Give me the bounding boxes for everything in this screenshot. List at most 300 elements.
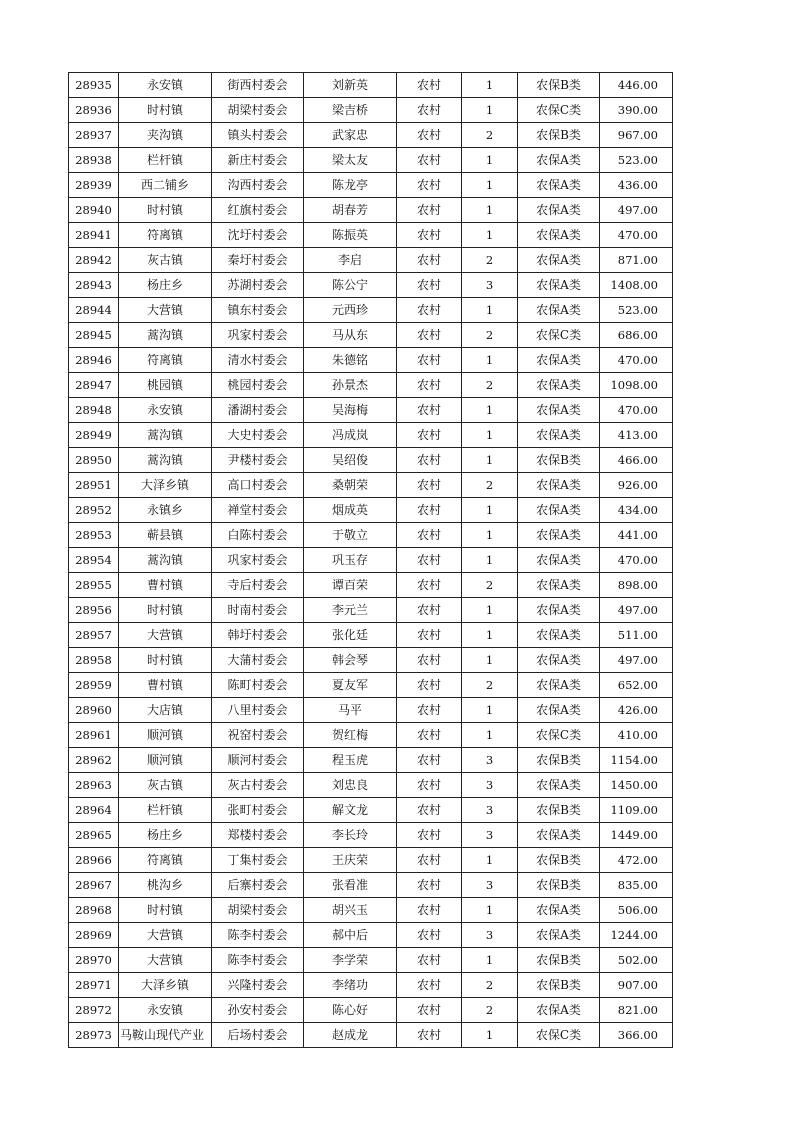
table-row: [69, 823, 673, 848]
table-row: [69, 273, 673, 298]
town-cell: 蒿沟镇: [119, 548, 212, 573]
person-name-cell: 武家忠: [304, 123, 397, 148]
insurance-category-cell: 农保A类: [518, 698, 600, 723]
area-type-cell: 农村: [397, 598, 462, 623]
household-count-cell: 3: [462, 773, 518, 798]
insurance-category-cell: 农保A类: [518, 373, 600, 398]
table-row: [69, 648, 673, 673]
record-id-cell: 28950: [69, 448, 119, 473]
village-committee-cell: 大蒲村委会: [212, 648, 304, 673]
record-id-cell: 28967: [69, 873, 119, 898]
amount-cell: 1154.00: [600, 748, 673, 773]
household-count-cell: 1: [462, 173, 518, 198]
town-cell: 大营镇: [119, 623, 212, 648]
village-committee-cell: 孙安村委会: [212, 998, 304, 1023]
town-cell: 永安镇: [119, 73, 212, 98]
insurance-category-cell: 农保C类: [518, 98, 600, 123]
record-id-cell: 28938: [69, 148, 119, 173]
household-count-cell: 1: [462, 73, 518, 98]
town-cell: 符离镇: [119, 848, 212, 873]
records-table-body: [69, 73, 673, 1048]
town-cell: 大泽乡镇: [119, 973, 212, 998]
area-type-cell: 农村: [397, 323, 462, 348]
area-type-cell: 农村: [397, 248, 462, 273]
area-type-cell: 农村: [397, 898, 462, 923]
area-type-cell: 农村: [397, 373, 462, 398]
record-id-cell: 28953: [69, 523, 119, 548]
insurance-category-cell: 农保A类: [518, 248, 600, 273]
town-cell: 大营镇: [119, 298, 212, 323]
record-id-cell: 28943: [69, 273, 119, 298]
insurance-category-cell: 农保A类: [518, 573, 600, 598]
table-row: [69, 98, 673, 123]
table-row: [69, 623, 673, 648]
person-name-cell: 王庆荣: [304, 848, 397, 873]
household-count-cell: 2: [462, 473, 518, 498]
town-cell: 曹村镇: [119, 573, 212, 598]
insurance-category-cell: 农保A类: [518, 998, 600, 1023]
town-cell: 时村镇: [119, 648, 212, 673]
area-type-cell: 农村: [397, 648, 462, 673]
area-type-cell: 农村: [397, 173, 462, 198]
amount-cell: 1244.00: [600, 923, 673, 948]
insurance-category-cell: 农保B类: [518, 948, 600, 973]
person-name-cell: 陈公宁: [304, 273, 397, 298]
village-committee-cell: 沈圩村委会: [212, 223, 304, 248]
village-committee-cell: 新庄村委会: [212, 148, 304, 173]
area-type-cell: 农村: [397, 698, 462, 723]
amount-cell: 898.00: [600, 573, 673, 598]
household-count-cell: 3: [462, 273, 518, 298]
village-committee-cell: 巩家村委会: [212, 323, 304, 348]
town-cell: 蒿沟镇: [119, 448, 212, 473]
household-count-cell: 1: [462, 1023, 518, 1048]
record-id-cell: 28947: [69, 373, 119, 398]
table-row: [69, 873, 673, 898]
record-id-cell: 28973: [69, 1023, 119, 1048]
town-cell: 时村镇: [119, 598, 212, 623]
amount-cell: 390.00: [600, 98, 673, 123]
insurance-category-cell: 农保B类: [518, 73, 600, 98]
village-committee-cell: 白陈村委会: [212, 523, 304, 548]
person-name-cell: 冯成岚: [304, 423, 397, 448]
amount-cell: 926.00: [600, 473, 673, 498]
household-count-cell: 1: [462, 948, 518, 973]
table-row: [69, 298, 673, 323]
table-row: [69, 923, 673, 948]
area-type-cell: 农村: [397, 148, 462, 173]
town-cell: 桃园镇: [119, 373, 212, 398]
town-cell: 顺河镇: [119, 748, 212, 773]
person-name-cell: 烟成英: [304, 498, 397, 523]
village-committee-cell: 八里村委会: [212, 698, 304, 723]
amount-cell: 470.00: [600, 348, 673, 373]
area-type-cell: 农村: [397, 448, 462, 473]
amount-cell: 426.00: [600, 698, 673, 723]
table-row: [69, 523, 673, 548]
household-count-cell: 1: [462, 698, 518, 723]
person-name-cell: 张看准: [304, 873, 397, 898]
amount-cell: 472.00: [600, 848, 673, 873]
table-row: [69, 473, 673, 498]
record-id-cell: 28971: [69, 973, 119, 998]
table-row: [69, 998, 673, 1023]
table-row: [69, 798, 673, 823]
table-row: [69, 673, 673, 698]
amount-cell: 686.00: [600, 323, 673, 348]
amount-cell: 366.00: [600, 1023, 673, 1048]
household-count-cell: 1: [462, 848, 518, 873]
area-type-cell: 农村: [397, 948, 462, 973]
area-type-cell: 农村: [397, 123, 462, 148]
table-row: [69, 598, 673, 623]
record-id-cell: 28945: [69, 323, 119, 348]
insurance-category-cell: 农保A类: [518, 473, 600, 498]
village-committee-cell: 韩圩村委会: [212, 623, 304, 648]
insurance-category-cell: 农保A类: [518, 773, 600, 798]
insurance-category-cell: 农保A类: [518, 173, 600, 198]
person-name-cell: 于敬立: [304, 523, 397, 548]
household-count-cell: 2: [462, 573, 518, 598]
person-name-cell: 刘忠良: [304, 773, 397, 798]
area-type-cell: 农村: [397, 798, 462, 823]
amount-cell: 470.00: [600, 398, 673, 423]
household-count-cell: 1: [462, 423, 518, 448]
insurance-category-cell: 农保B类: [518, 848, 600, 873]
household-count-cell: 3: [462, 923, 518, 948]
table-row: [69, 498, 673, 523]
area-type-cell: 农村: [397, 673, 462, 698]
area-type-cell: 农村: [397, 398, 462, 423]
table-row: [69, 323, 673, 348]
insurance-category-cell: 农保A类: [518, 148, 600, 173]
person-name-cell: 贺红梅: [304, 723, 397, 748]
area-type-cell: 农村: [397, 348, 462, 373]
table-row: [69, 848, 673, 873]
household-count-cell: 1: [462, 98, 518, 123]
village-committee-cell: 镇东村委会: [212, 298, 304, 323]
table-row: [69, 373, 673, 398]
town-cell: 顺河镇: [119, 723, 212, 748]
record-id-cell: 28961: [69, 723, 119, 748]
town-cell: 大营镇: [119, 948, 212, 973]
table-row: [69, 973, 673, 998]
village-committee-cell: 禅堂村委会: [212, 498, 304, 523]
village-committee-cell: 灰古村委会: [212, 773, 304, 798]
amount-cell: 523.00: [600, 148, 673, 173]
insurance-category-cell: 农保C类: [518, 323, 600, 348]
village-committee-cell: 大史村委会: [212, 423, 304, 448]
household-count-cell: 1: [462, 648, 518, 673]
area-type-cell: 农村: [397, 273, 462, 298]
insurance-category-cell: 农保A类: [518, 273, 600, 298]
insurance-category-cell: 农保A类: [518, 673, 600, 698]
town-cell: 曹村镇: [119, 673, 212, 698]
village-committee-cell: 秦圩村委会: [212, 248, 304, 273]
area-type-cell: 农村: [397, 723, 462, 748]
town-cell: 永镇乡: [119, 498, 212, 523]
insurance-category-cell: 农保A类: [518, 498, 600, 523]
person-name-cell: 李绪功: [304, 973, 397, 998]
insurance-category-cell: 农保A类: [518, 398, 600, 423]
village-committee-cell: 尹楼村委会: [212, 448, 304, 473]
person-name-cell: 马从东: [304, 323, 397, 348]
person-name-cell: 刘新英: [304, 73, 397, 98]
area-type-cell: 农村: [397, 548, 462, 573]
town-cell: 永安镇: [119, 398, 212, 423]
table-row: [69, 423, 673, 448]
table-row: [69, 1023, 673, 1048]
person-name-cell: 梁太友: [304, 148, 397, 173]
table-row: [69, 698, 673, 723]
area-type-cell: 农村: [397, 998, 462, 1023]
household-count-cell: 2: [462, 673, 518, 698]
record-id-cell: 28936: [69, 98, 119, 123]
record-id-cell: 28959: [69, 673, 119, 698]
household-count-cell: 1: [462, 723, 518, 748]
village-committee-cell: 祝窑村委会: [212, 723, 304, 748]
insurance-category-cell: 农保A类: [518, 348, 600, 373]
village-committee-cell: 后场村委会: [212, 1023, 304, 1048]
household-count-cell: 1: [462, 298, 518, 323]
amount-cell: 497.00: [600, 198, 673, 223]
town-cell: 灰古镇: [119, 773, 212, 798]
record-id-cell: 28946: [69, 348, 119, 373]
table-row: [69, 348, 673, 373]
person-name-cell: 程玉虎: [304, 748, 397, 773]
household-count-cell: 3: [462, 748, 518, 773]
amount-cell: 497.00: [600, 598, 673, 623]
town-cell: 大泽乡镇: [119, 473, 212, 498]
insurance-category-cell: 农保A类: [518, 648, 600, 673]
record-id-cell: 28957: [69, 623, 119, 648]
amount-cell: 434.00: [600, 498, 673, 523]
household-count-cell: 3: [462, 798, 518, 823]
area-type-cell: 农村: [397, 848, 462, 873]
area-type-cell: 农村: [397, 498, 462, 523]
town-cell: 时村镇: [119, 198, 212, 223]
insurance-category-cell: 农保B类: [518, 448, 600, 473]
insurance-category-cell: 农保A类: [518, 923, 600, 948]
town-cell: 杨庄乡: [119, 823, 212, 848]
person-name-cell: 张化廷: [304, 623, 397, 648]
household-count-cell: 2: [462, 323, 518, 348]
area-type-cell: 农村: [397, 298, 462, 323]
person-name-cell: 陈龙亭: [304, 173, 397, 198]
person-name-cell: 胡兴玉: [304, 898, 397, 923]
insurance-category-cell: 农保A类: [518, 298, 600, 323]
record-id-cell: 28969: [69, 923, 119, 948]
person-name-cell: 韩会琴: [304, 648, 397, 673]
town-cell: 永安镇: [119, 998, 212, 1023]
household-count-cell: 2: [462, 123, 518, 148]
person-name-cell: 李元兰: [304, 598, 397, 623]
person-name-cell: 谭百荣: [304, 573, 397, 598]
amount-cell: 835.00: [600, 873, 673, 898]
area-type-cell: 农村: [397, 823, 462, 848]
record-id-cell: 28944: [69, 298, 119, 323]
household-count-cell: 2: [462, 973, 518, 998]
village-committee-cell: 苏湖村委会: [212, 273, 304, 298]
insurance-category-cell: 农保A类: [518, 548, 600, 573]
insurance-category-cell: 农保A类: [518, 598, 600, 623]
village-committee-cell: 街西村委会: [212, 73, 304, 98]
household-count-cell: 1: [462, 398, 518, 423]
area-type-cell: 农村: [397, 473, 462, 498]
town-cell: 蒿沟镇: [119, 323, 212, 348]
amount-cell: 1449.00: [600, 823, 673, 848]
town-cell: 时村镇: [119, 898, 212, 923]
insurance-category-cell: 农保B类: [518, 873, 600, 898]
table-row: [69, 248, 673, 273]
table-row: [69, 723, 673, 748]
town-cell: 符离镇: [119, 223, 212, 248]
area-type-cell: 农村: [397, 573, 462, 598]
village-committee-cell: 陈町村委会: [212, 673, 304, 698]
amount-cell: 436.00: [600, 173, 673, 198]
village-committee-cell: 镇头村委会: [212, 123, 304, 148]
town-cell: 桃沟乡: [119, 873, 212, 898]
area-type-cell: 农村: [397, 773, 462, 798]
village-committee-cell: 潘湖村委会: [212, 398, 304, 423]
town-cell: 灰古镇: [119, 248, 212, 273]
record-id-cell: 28942: [69, 248, 119, 273]
village-committee-cell: 清水村委会: [212, 348, 304, 373]
household-count-cell: 1: [462, 148, 518, 173]
record-id-cell: 28972: [69, 998, 119, 1023]
record-id-cell: 28964: [69, 798, 119, 823]
person-name-cell: 解文龙: [304, 798, 397, 823]
town-cell: 马鞍山现代产业: [119, 1023, 212, 1048]
record-id-cell: 28965: [69, 823, 119, 848]
area-type-cell: 农村: [397, 198, 462, 223]
town-cell: 蕲县镇: [119, 523, 212, 548]
town-cell: 夹沟镇: [119, 123, 212, 148]
amount-cell: 1109.00: [600, 798, 673, 823]
amount-cell: 410.00: [600, 723, 673, 748]
household-count-cell: 1: [462, 223, 518, 248]
record-id-cell: 28970: [69, 948, 119, 973]
amount-cell: 821.00: [600, 998, 673, 1023]
record-id-cell: 28955: [69, 573, 119, 598]
town-cell: 杨庄乡: [119, 273, 212, 298]
record-id-cell: 28956: [69, 598, 119, 623]
record-id-cell: 28940: [69, 198, 119, 223]
amount-cell: 1450.00: [600, 773, 673, 798]
amount-cell: 907.00: [600, 973, 673, 998]
amount-cell: 497.00: [600, 648, 673, 673]
village-committee-cell: 兴隆村委会: [212, 973, 304, 998]
record-id-cell: 28949: [69, 423, 119, 448]
village-committee-cell: 后寨村委会: [212, 873, 304, 898]
records-table: [68, 72, 673, 1048]
record-id-cell: 28952: [69, 498, 119, 523]
table-row: [69, 123, 673, 148]
table-row: [69, 73, 673, 98]
person-name-cell: 陈心好: [304, 998, 397, 1023]
insurance-category-cell: 农保C类: [518, 723, 600, 748]
village-committee-cell: 陈李村委会: [212, 923, 304, 948]
table-row: [69, 223, 673, 248]
village-committee-cell: 时南村委会: [212, 598, 304, 623]
insurance-category-cell: 农保C类: [518, 1023, 600, 1048]
amount-cell: 871.00: [600, 248, 673, 273]
record-id-cell: 28937: [69, 123, 119, 148]
record-id-cell: 28966: [69, 848, 119, 873]
person-name-cell: 李长玲: [304, 823, 397, 848]
village-committee-cell: 张町村委会: [212, 798, 304, 823]
record-id-cell: 28948: [69, 398, 119, 423]
person-name-cell: 马平: [304, 698, 397, 723]
village-committee-cell: 顺河村委会: [212, 748, 304, 773]
insurance-category-cell: 农保A类: [518, 898, 600, 923]
household-count-cell: 1: [462, 598, 518, 623]
area-type-cell: 农村: [397, 73, 462, 98]
record-id-cell: 28963: [69, 773, 119, 798]
record-id-cell: 28958: [69, 648, 119, 673]
amount-cell: 523.00: [600, 298, 673, 323]
household-count-cell: 3: [462, 873, 518, 898]
table-row: [69, 573, 673, 598]
household-count-cell: 1: [462, 898, 518, 923]
person-name-cell: 李学荣: [304, 948, 397, 973]
household-count-cell: 3: [462, 823, 518, 848]
table-row: [69, 448, 673, 473]
record-id-cell: 28968: [69, 898, 119, 923]
household-count-cell: 2: [462, 373, 518, 398]
village-committee-cell: 桃园村委会: [212, 373, 304, 398]
insurance-category-cell: 农保A类: [518, 623, 600, 648]
household-count-cell: 2: [462, 998, 518, 1023]
table-row: [69, 148, 673, 173]
household-count-cell: 1: [462, 523, 518, 548]
area-type-cell: 农村: [397, 923, 462, 948]
village-committee-cell: 高口村委会: [212, 473, 304, 498]
record-id-cell: 28939: [69, 173, 119, 198]
area-type-cell: 农村: [397, 223, 462, 248]
town-cell: 蒿沟镇: [119, 423, 212, 448]
person-name-cell: 孙景杰: [304, 373, 397, 398]
amount-cell: 502.00: [600, 948, 673, 973]
town-cell: 西二铺乡: [119, 173, 212, 198]
insurance-category-cell: 农保A类: [518, 823, 600, 848]
household-count-cell: 1: [462, 448, 518, 473]
village-committee-cell: 巩家村委会: [212, 548, 304, 573]
table-row: [69, 948, 673, 973]
person-name-cell: 元西珍: [304, 298, 397, 323]
amount-cell: 466.00: [600, 448, 673, 473]
insurance-category-cell: 农保A类: [518, 523, 600, 548]
person-name-cell: 桑朝荣: [304, 473, 397, 498]
amount-cell: 506.00: [600, 898, 673, 923]
person-name-cell: 赵成龙: [304, 1023, 397, 1048]
area-type-cell: 农村: [397, 98, 462, 123]
amount-cell: 1408.00: [600, 273, 673, 298]
town-cell: 时村镇: [119, 98, 212, 123]
household-count-cell: 1: [462, 498, 518, 523]
village-committee-cell: 沟西村委会: [212, 173, 304, 198]
village-committee-cell: 胡梁村委会: [212, 98, 304, 123]
record-id-cell: 28935: [69, 73, 119, 98]
insurance-category-cell: 农保A类: [518, 223, 600, 248]
area-type-cell: 农村: [397, 1023, 462, 1048]
household-count-cell: 2: [462, 248, 518, 273]
record-id-cell: 28941: [69, 223, 119, 248]
amount-cell: 1098.00: [600, 373, 673, 398]
insurance-category-cell: 农保B类: [518, 123, 600, 148]
person-name-cell: 陈振英: [304, 223, 397, 248]
insurance-category-cell: 农保B类: [518, 798, 600, 823]
